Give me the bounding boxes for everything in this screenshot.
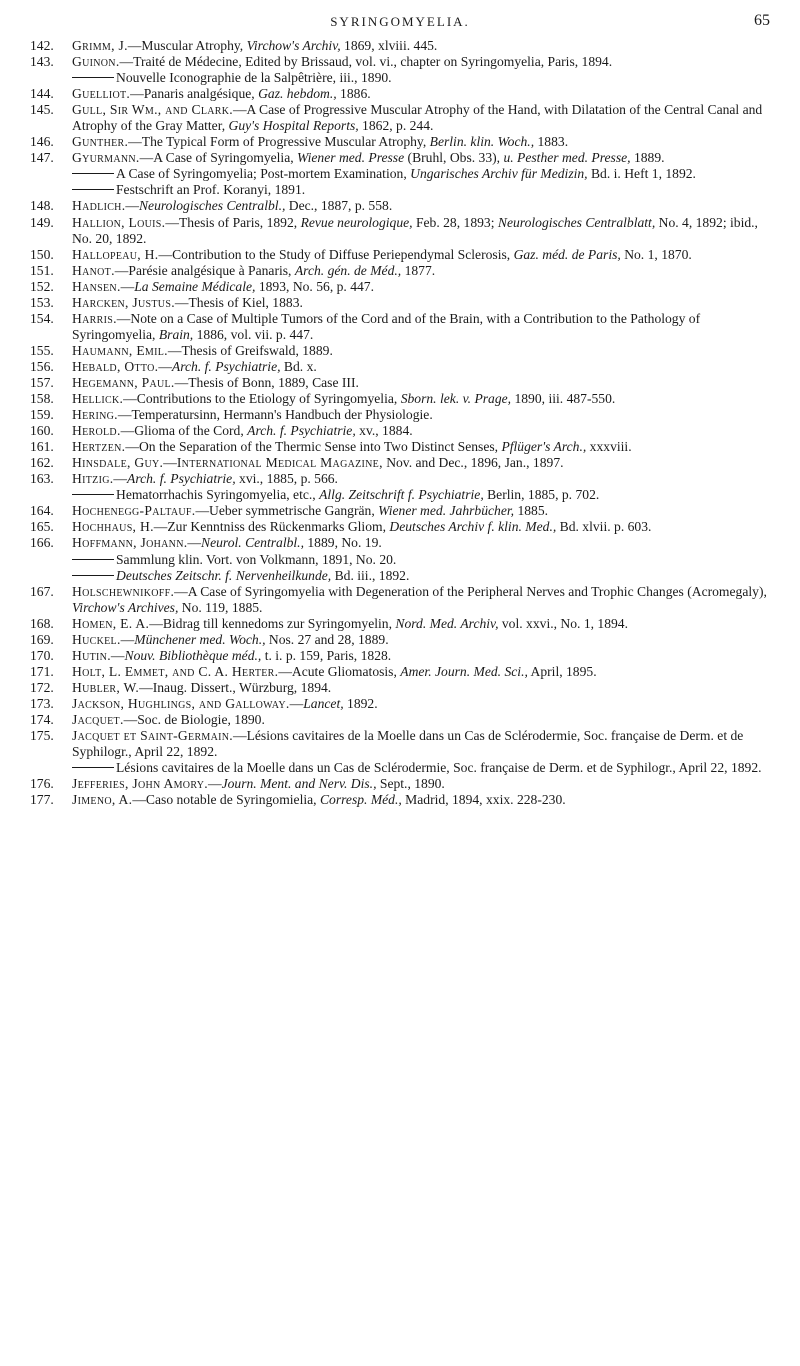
entry-number: 142. bbox=[30, 38, 54, 53]
entry-journal: Pflüger's Arch., bbox=[501, 439, 587, 455]
entry-author: Jimeno, A. bbox=[72, 792, 133, 808]
entry-title: On the Separation of the Thermic Sense into Two Distinct Senses, bbox=[138, 439, 502, 455]
entry-author: Hering. bbox=[72, 407, 118, 423]
entry-journal: Sborn. lek. v. Prage, bbox=[400, 391, 512, 407]
ditto-rule bbox=[72, 767, 114, 768]
entry-author: Jacquet. bbox=[72, 711, 124, 727]
entry-details: vol. xxvi., No. 1, 1894. bbox=[498, 615, 629, 631]
entry-number: 151. bbox=[30, 262, 54, 278]
bibliography-entry bbox=[30, 584, 775, 616]
entry-number: 166. bbox=[30, 535, 54, 551]
entry-number: 169. bbox=[30, 631, 54, 647]
entry-number: 144. bbox=[30, 86, 54, 102]
ditto-rule bbox=[72, 173, 114, 174]
entry-author: Jacquet et Saint-Germain. bbox=[72, 728, 233, 744]
entry-author: Guinon. bbox=[72, 54, 120, 70]
entry-number: 171. bbox=[30, 663, 54, 679]
entry-author: Hanot. bbox=[72, 262, 115, 278]
entry-details: No. 1, 1870. bbox=[620, 246, 692, 262]
entry-journal: Virchow's Archives, bbox=[72, 599, 179, 615]
entry-details: 1869, xlviii. 445. bbox=[340, 38, 438, 53]
entry-details: Bd. x. bbox=[280, 358, 317, 374]
entry-separator: — bbox=[116, 310, 131, 326]
entry-number: 177. bbox=[30, 792, 54, 808]
entry-separator: — bbox=[289, 695, 304, 711]
ditto-rule bbox=[72, 77, 114, 78]
bibliography-entry bbox=[30, 792, 775, 808]
entry-number: 152. bbox=[30, 278, 54, 294]
entry-author: Hebald, Otto. bbox=[72, 358, 159, 374]
entry-title: A Case of Syringomyelia; Post-mortem Examination, bbox=[116, 166, 411, 182]
entry-journal: Amer. Journ. Med. Sci., bbox=[400, 663, 528, 679]
bibliography-entry bbox=[30, 407, 775, 423]
entry-journal: Arch. gén. de Méd., bbox=[294, 262, 402, 278]
entry-author: Hallopeau, H. bbox=[72, 246, 159, 262]
bibliography-subentry bbox=[30, 166, 775, 182]
entry-separator: — bbox=[149, 615, 163, 631]
entry-number: 174. bbox=[30, 711, 54, 727]
entry-separator: — bbox=[130, 86, 144, 102]
entry-separator: — bbox=[195, 503, 210, 519]
entry-journal: Deutsches Archiv f. klin. Med., bbox=[389, 519, 557, 535]
entry-journal: Deutsches Zeitschr. f. Nervenheilkunde, bbox=[116, 567, 332, 583]
entry-author: Herold. bbox=[72, 423, 121, 439]
entry-number: 153. bbox=[30, 294, 54, 310]
entry-journal: Brain, bbox=[158, 326, 194, 342]
entry-details: Sept., 1890. bbox=[376, 776, 445, 792]
entry-details: April, 1895. bbox=[527, 663, 597, 679]
bibliography-entry bbox=[30, 295, 775, 311]
entry-number: 165. bbox=[30, 519, 54, 535]
entry-details: 1877. bbox=[401, 262, 436, 278]
entry-details: Bd. iii., 1892. bbox=[331, 567, 410, 583]
entry-separator: — bbox=[127, 38, 142, 53]
entry-author: Hutin. bbox=[72, 647, 111, 663]
entry-author: Harris. bbox=[72, 310, 117, 326]
entry-journal: Guy's Hospital Reports, bbox=[228, 118, 359, 134]
bibliography-entry bbox=[30, 664, 775, 680]
entry-separator: — bbox=[278, 663, 292, 679]
entry-journal: Lancet, bbox=[303, 695, 344, 711]
entry-title: Nouvelle Iconographie de la Salpêtrière, iii., 1890. bbox=[116, 70, 392, 86]
entry-number: 167. bbox=[30, 583, 54, 599]
entry-separator: — bbox=[158, 358, 172, 374]
entry-separator: — bbox=[165, 214, 179, 230]
bibliography-entry bbox=[30, 375, 775, 391]
bibliography-subentry bbox=[30, 487, 775, 503]
bibliography-entry bbox=[30, 247, 775, 263]
entry-title: Zur Kenntniss des Rückenmarks Gliom, bbox=[167, 519, 390, 535]
entry-title: Bidrag till kennedoms zur Syringomyelin, bbox=[162, 615, 396, 631]
ditto-rule bbox=[72, 494, 114, 495]
entry-journal: Arch. f. Psychiatrie, bbox=[247, 423, 356, 439]
entry-title: Ueber symmetrische Gangrän, bbox=[209, 503, 379, 519]
bibliography-entry bbox=[30, 471, 775, 487]
bibliography-entry bbox=[30, 359, 775, 375]
entry-title: Inaug. Dissert., Würzburg, 1894. bbox=[152, 679, 332, 695]
entry-title: Lésions cavitaires de la Moelle dans un Cas de Sclérodermie, Soc. française de Derm. et de Syphilogr., April 22, 1892. bbox=[72, 728, 744, 760]
entry-journal: u. Pesther med. Presse, bbox=[503, 150, 631, 166]
entry-title: Thesis of Greifswald, 1889. bbox=[181, 342, 333, 358]
entry-author: Haumann, Emil. bbox=[72, 342, 168, 358]
entry-journal: Journ. Ment. and Nerv. Dis., bbox=[221, 776, 377, 792]
entry-details: 1885. bbox=[514, 503, 549, 519]
entry-number: 175. bbox=[30, 728, 54, 744]
entry-number: 154. bbox=[30, 310, 54, 326]
entry-title: Note on a Case of Multiple Tumors of the Cord and of the Brain, with a Contribution to the Pathology of Syringomyelia, bbox=[72, 310, 701, 342]
entry-details: Nos. 27 and 28, 1889. bbox=[265, 631, 389, 647]
entry-separator: — bbox=[120, 278, 135, 294]
entry-number: 150. bbox=[30, 246, 54, 262]
entry-title: A Case of Syringomyelia with Degeneration of the Peripheral Nerves and Trophic Changes (Acromegaly), bbox=[187, 583, 767, 599]
entry-details: Nov. and Dec., 1896, Jan., 1897. bbox=[382, 455, 564, 471]
entry-journal: Berlin. klin. Woch., bbox=[429, 134, 535, 150]
entry-details: Feb. 28, 1893; bbox=[412, 214, 498, 230]
entry-separator: — bbox=[187, 535, 202, 551]
entry-author: Hoffmann, Johann. bbox=[72, 535, 188, 551]
entry-title: Contributions to the Etiology of Syringomyelia, bbox=[136, 391, 401, 407]
entry-details: 1893, No. 56, p. 447. bbox=[255, 278, 375, 294]
entry-number: 164. bbox=[30, 503, 54, 519]
entry-details: xxxviii. bbox=[586, 439, 632, 455]
bibliography-entry bbox=[30, 535, 775, 551]
entry-separator: — bbox=[139, 150, 154, 166]
bibliography-entry bbox=[30, 519, 775, 535]
bibliography-list bbox=[30, 38, 775, 808]
entry-author: Hubler, W. bbox=[72, 679, 140, 695]
entry-title: Caso notable de Syringomielia, bbox=[145, 792, 320, 808]
entry-details: 1889, No. 19. bbox=[303, 535, 382, 551]
entry-author: Hellick. bbox=[72, 391, 124, 407]
entry-number: 172. bbox=[30, 679, 54, 695]
bibliography-entry bbox=[30, 311, 775, 343]
bibliography-entry bbox=[30, 343, 775, 359]
entry-number: 159. bbox=[30, 407, 54, 423]
entry-separator: — bbox=[207, 776, 222, 792]
bibliography-subentry bbox=[30, 70, 775, 86]
entry-journal: Wiener med. Jahrbücher, bbox=[378, 503, 515, 519]
entry-author: Hitzig. bbox=[72, 471, 114, 487]
entry-author: Hochhaus, H. bbox=[72, 519, 154, 535]
bibliography-entry bbox=[30, 423, 775, 439]
entry-separator: — bbox=[123, 391, 137, 407]
bibliography-subentry bbox=[30, 568, 775, 584]
entry-details: Berlin, 1885, p. 702. bbox=[483, 487, 600, 503]
entry-author: Gyurmann. bbox=[72, 150, 140, 166]
entry-separator: — bbox=[153, 519, 168, 535]
entry-title: Traité de Médecine, Edited by Brissaud, vol. vi., chapter on Syringomyelia, Paris, 1894. bbox=[133, 54, 613, 70]
bibliography-entry bbox=[30, 503, 775, 519]
entry-number: 149. bbox=[30, 214, 54, 230]
entry-separator: — bbox=[158, 246, 173, 262]
entry-separator: — bbox=[113, 471, 128, 487]
entry-number: 156. bbox=[30, 358, 54, 374]
entry-author: Hertzen. bbox=[72, 439, 126, 455]
entry-separator: — bbox=[114, 262, 129, 278]
entry-journal: International Medical Magazine, bbox=[176, 455, 383, 471]
entry-details: 1886, vol. vii. p. 447. bbox=[193, 326, 314, 342]
entry-journal: Nord. Med. Archiv, bbox=[395, 615, 499, 631]
entry-separator: — bbox=[110, 647, 125, 663]
entry-number: 168. bbox=[30, 615, 54, 631]
entry-separator: — bbox=[120, 423, 135, 439]
entry-separator: — bbox=[174, 583, 188, 599]
entry-number: 146. bbox=[30, 134, 54, 150]
entry-separator: — bbox=[174, 374, 189, 390]
entry-separator: — bbox=[123, 711, 138, 727]
entry-journal: Arch. f. Psychiatrie, bbox=[171, 358, 281, 374]
bibliography-entry bbox=[30, 198, 775, 214]
entry-title: Thesis of Paris, 1892, bbox=[178, 214, 301, 230]
entry-author: Gunther. bbox=[72, 134, 129, 150]
bibliography-entry bbox=[30, 616, 775, 632]
entry-details: 1883. bbox=[534, 134, 569, 150]
entry-journal: Nouv. Bibliothèque méd., bbox=[124, 647, 262, 663]
entry-title: Thesis of Bonn, 1889, Case III. bbox=[188, 374, 359, 390]
entry-separator: — bbox=[167, 342, 182, 358]
entry-title: A Case of Progressive Muscular Atrophy of the Hand, with Dilatation of the Central Canal and Atrophy of the Gray Matter, bbox=[72, 102, 763, 134]
entry-separator: — bbox=[132, 792, 146, 808]
entry-details: xvi., 1885, p. 566. bbox=[235, 471, 338, 487]
bibliography-entry bbox=[30, 696, 775, 712]
entry-journal: Virchow's Archiv, bbox=[246, 38, 341, 53]
entry-details: t. i. p. 159, Paris, 1828. bbox=[261, 647, 392, 663]
bibliography-entry bbox=[30, 728, 775, 760]
entry-author: Hansen. bbox=[72, 278, 121, 294]
entry-journal: Revue neurologique, bbox=[300, 214, 413, 230]
entry-journal: Allg. Zeitschrift f. Psychiatrie, bbox=[319, 487, 484, 503]
entry-journal: Gaz. hebdom., bbox=[258, 86, 337, 102]
entry-author: Grimm, J. bbox=[72, 38, 128, 53]
entry-details: 1889. bbox=[630, 150, 665, 166]
entry-number: 148. bbox=[30, 198, 54, 214]
entry-separator: — bbox=[174, 294, 189, 310]
bibliography-entry bbox=[30, 102, 775, 134]
entry-details: Bd. i. Heft 1, 1892. bbox=[587, 166, 696, 182]
entry-number: 163. bbox=[30, 471, 54, 487]
entry-title: Panaris analgésique, bbox=[143, 86, 259, 102]
entry-author: Holschewnikoff. bbox=[72, 583, 175, 599]
entry-details: 1862, p. 244. bbox=[358, 118, 434, 134]
entry-title: Soc. de Biologie, 1890. bbox=[137, 711, 265, 727]
bibliography-subentry bbox=[30, 552, 775, 568]
entry-title: Glioma of the Cord, bbox=[134, 423, 248, 439]
entry-number: 157. bbox=[30, 374, 54, 390]
entry-author: Homen, E. A. bbox=[72, 615, 150, 631]
entry-details: xv., 1884. bbox=[355, 423, 413, 439]
entry-author: Hegemann, Paul. bbox=[72, 374, 175, 390]
entry-details: 1892. bbox=[343, 695, 378, 711]
entry-details: (Bruhl, Obs. 33), bbox=[404, 150, 504, 166]
entry-journal: Neurologisches Centralbl., bbox=[138, 198, 286, 214]
ditto-rule bbox=[72, 559, 114, 560]
entry-author: Hochenegg-Paltauf. bbox=[72, 503, 196, 519]
bibliography-entry bbox=[30, 712, 775, 728]
bibliography-subentry bbox=[30, 182, 775, 198]
bibliography-entry bbox=[30, 263, 775, 279]
entry-number: 147. bbox=[30, 150, 54, 166]
entry-number: 162. bbox=[30, 455, 54, 471]
entry-title: A Case of Syringomyelia, bbox=[153, 150, 298, 166]
entry-title: Lésions cavitaires de la Moelle dans un Cas de Sclérodermie, Soc. française de Derm. et de Syphilogr., April 22, 1892. bbox=[116, 760, 762, 776]
entry-author: Jefferies, John Amory. bbox=[72, 776, 208, 792]
entry-title: Festschrift an Prof. Koranyi, 1891. bbox=[116, 182, 306, 198]
entry-details: Madrid, 1894, xxix. 228-230. bbox=[401, 792, 566, 808]
entry-title: Muscular Atrophy, bbox=[141, 38, 247, 53]
ditto-rule bbox=[72, 575, 114, 576]
entry-author: Holt, L. Emmet, and C. A. Herter. bbox=[72, 663, 279, 679]
entry-number: 143. bbox=[30, 54, 54, 70]
entry-number: 155. bbox=[30, 342, 54, 358]
page-header bbox=[0, 14, 800, 38]
entry-journal: Arch. f. Psychiatrie, bbox=[127, 471, 236, 487]
entry-separator: — bbox=[125, 198, 139, 214]
entry-number: 145. bbox=[30, 102, 54, 118]
entry-number: 161. bbox=[30, 439, 54, 455]
entry-author: Huckel. bbox=[72, 631, 121, 647]
entry-journal: Münchener med. Woch., bbox=[134, 631, 266, 647]
bibliography-entry bbox=[30, 439, 775, 455]
entry-journal: Wiener med. Presse bbox=[297, 150, 405, 166]
entry-separator: — bbox=[139, 679, 153, 695]
entry-details: No. 4, 1892; ibid., No. 20, 1892. bbox=[72, 214, 758, 246]
bibliography-entry bbox=[30, 134, 775, 150]
entry-title: Sammlung klin. Vort. von Volkmann, 1891, No. 20. bbox=[116, 551, 397, 567]
page-number: 65 bbox=[754, 12, 770, 29]
bibliography-entry bbox=[30, 150, 775, 166]
entry-number: 170. bbox=[30, 647, 54, 663]
bibliography-entry bbox=[30, 54, 775, 70]
entry-separator: — bbox=[117, 407, 132, 423]
entry-author: Jackson, Hughlings, and Galloway. bbox=[72, 695, 290, 711]
bibliography-entry bbox=[30, 680, 775, 696]
bibliography-entry bbox=[30, 215, 775, 247]
entry-number: 158. bbox=[30, 391, 54, 407]
entry-journal: Neurol. Centralbl., bbox=[201, 535, 304, 551]
entry-title: Thesis of Kiel, 1883. bbox=[188, 294, 303, 310]
entry-author: Hinsdale, Guy. bbox=[72, 455, 164, 471]
bibliography-entry bbox=[30, 279, 775, 295]
entry-journal: Corresp. Méd., bbox=[319, 792, 402, 808]
entry-number: 160. bbox=[30, 423, 54, 439]
entry-author: Gull, Sir Wm., and Clark. bbox=[72, 102, 233, 118]
entry-author: Harcken, Justus. bbox=[72, 294, 175, 310]
bibliography-entry bbox=[30, 391, 775, 407]
bibliography-entry bbox=[30, 455, 775, 471]
entry-separator: — bbox=[125, 439, 139, 455]
entry-title: Parésie analgésique à Panaris, bbox=[128, 262, 295, 278]
entry-details: Bd. xlvii. p. 603. bbox=[556, 519, 652, 535]
entry-journal: Ungarisches Archiv für Medizin, bbox=[410, 166, 588, 182]
entry-journal: Neurologisches Centralblatt, bbox=[497, 214, 656, 230]
bibliography-entry bbox=[30, 648, 775, 664]
entry-number: 176. bbox=[30, 776, 54, 792]
entry-separator: — bbox=[119, 54, 134, 70]
entry-separator: — bbox=[120, 631, 135, 647]
entry-journal: La Semaine Médicale, bbox=[134, 278, 256, 294]
entry-title: The Typical Form of Progressive Muscular Atrophy, bbox=[141, 134, 430, 150]
running-head: SYRINGOMYELIA. bbox=[330, 14, 470, 29]
bibliography-entry bbox=[30, 776, 775, 792]
bibliography-entry bbox=[30, 86, 775, 102]
bibliography-subentry bbox=[30, 760, 775, 776]
entry-separator: — bbox=[163, 455, 177, 471]
entry-details: No. 119, 1885. bbox=[178, 599, 263, 615]
entry-title: Hematorrhachis Syringomyelia, etc., bbox=[116, 487, 320, 503]
entry-details: 1890, iii. 487-550. bbox=[511, 391, 616, 407]
ditto-rule bbox=[72, 189, 114, 190]
entry-number: 173. bbox=[30, 695, 54, 711]
entry-separator: — bbox=[128, 134, 142, 150]
entry-title: Contribution to the Study of Diffuse Periependymal Sclerosis, bbox=[172, 246, 514, 262]
entry-journal: Gaz. méd. de Paris, bbox=[513, 246, 621, 262]
entry-details: Dec., 1887, p. 558. bbox=[285, 198, 393, 214]
entry-title: Temperatursinn, Hermann's Handbuch der Physiologie. bbox=[131, 407, 433, 423]
bibliography-entry bbox=[30, 632, 775, 648]
bibliography-entry bbox=[30, 38, 775, 54]
entry-separator: — bbox=[232, 728, 247, 744]
entry-title: Acute Gliomatosis, bbox=[291, 663, 401, 679]
entry-separator: — bbox=[232, 102, 247, 118]
entry-details: 1886. bbox=[336, 86, 371, 102]
entry-author: Hallion, Louis. bbox=[72, 214, 166, 230]
entry-author: Hadlich. bbox=[72, 198, 126, 214]
entry-author: Guelliot. bbox=[72, 86, 131, 102]
